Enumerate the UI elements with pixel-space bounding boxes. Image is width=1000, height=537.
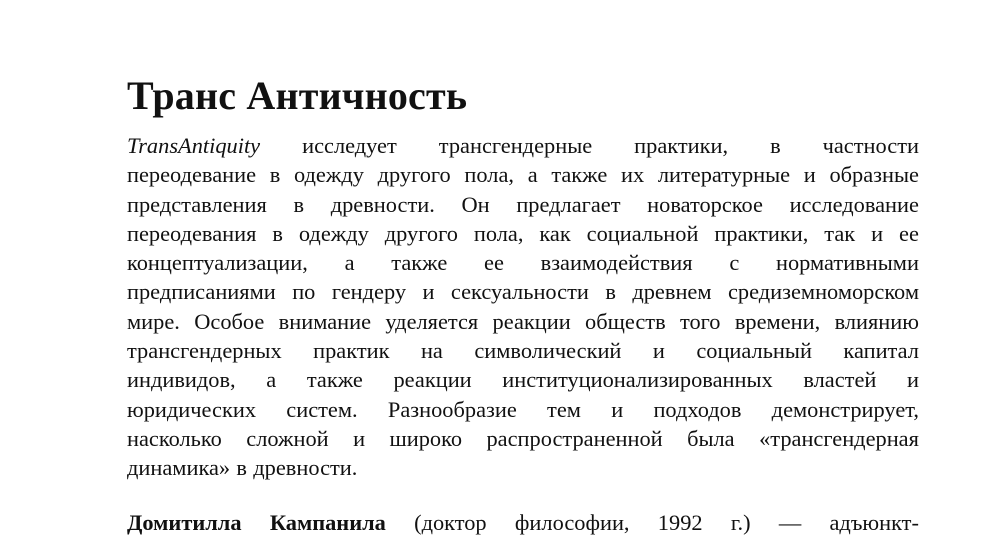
word: в: [272, 220, 283, 246]
word: и: [611, 396, 624, 422]
word: как: [539, 220, 571, 246]
word: 1992: [657, 510, 703, 535]
paragraph-line: [127, 365, 919, 394]
word: ее: [899, 220, 919, 246]
word: и: [871, 220, 884, 246]
paragraph-line: [127, 219, 919, 248]
word: одежду: [298, 220, 369, 246]
word: практики,: [634, 133, 729, 158]
word: (доктор: [414, 510, 487, 535]
word: TransAntiquity: [127, 133, 261, 158]
word: и: [907, 367, 919, 393]
word: насколько: [127, 425, 222, 451]
word: уделяется: [385, 308, 479, 334]
word: демонстрирует,: [771, 396, 919, 422]
word: Он: [461, 191, 490, 217]
paragraph-line: [127, 395, 919, 424]
word: —: [778, 510, 802, 535]
paragraph-line: [127, 248, 919, 277]
word: влиянию: [834, 308, 919, 334]
word: сложной: [246, 425, 329, 451]
word: исследование: [789, 191, 919, 217]
word: и: [422, 279, 435, 305]
paragraph-line: [127, 336, 919, 365]
word: гендеру: [331, 279, 407, 305]
word: взаимодействия: [540, 250, 693, 276]
word: Разнообразие: [387, 396, 517, 422]
word: и: [353, 425, 366, 451]
word: с: [729, 250, 740, 276]
word: одежду: [293, 162, 364, 188]
word: адъюнкт-: [829, 510, 919, 535]
word: властей: [803, 367, 877, 393]
word: литературные: [657, 162, 791, 188]
word: по: [292, 279, 316, 305]
word: в: [605, 279, 616, 305]
word: капитал: [843, 338, 919, 364]
word: средиземноморском: [727, 279, 919, 305]
word: практик: [313, 338, 390, 364]
word: Домитилла: [127, 510, 242, 535]
word: другого: [384, 220, 458, 246]
word: новаторское: [647, 191, 763, 217]
word: институционализированных: [502, 367, 773, 393]
word: реакции: [492, 308, 571, 334]
word: социальный: [696, 338, 812, 364]
word: индивидов,: [127, 367, 236, 393]
word: сексуальности: [450, 279, 589, 305]
word: их: [620, 162, 645, 188]
paragraph-line: [127, 424, 919, 453]
word: подходов: [653, 396, 742, 422]
word: была: [687, 425, 735, 451]
word: пола,: [473, 220, 524, 246]
word: Кампанила: [269, 510, 386, 535]
word: переодевания: [127, 220, 257, 246]
paragraph-line: [127, 453, 919, 482]
word: г.): [730, 510, 751, 535]
author-paragraph-cutoff: [127, 508, 919, 535]
word: а: [344, 250, 355, 276]
word: систем.: [286, 396, 358, 422]
word: так: [824, 220, 856, 246]
word: а: [266, 367, 277, 393]
word: внимание: [278, 308, 372, 334]
word: мире.: [127, 308, 180, 334]
paragraph-line: [127, 131, 919, 160]
word: исследует: [302, 133, 397, 158]
word: переодевание: [127, 162, 257, 188]
word: концептуализации,: [127, 250, 308, 276]
word: древнем: [632, 279, 712, 305]
word: практики,: [714, 220, 809, 246]
word: символический: [474, 338, 622, 364]
word: древности.: [330, 191, 435, 217]
paragraph-line: [127, 160, 919, 189]
word: и: [803, 162, 816, 188]
word: трансгендерных: [127, 338, 282, 364]
word: философии,: [514, 510, 630, 535]
word: также: [306, 367, 363, 393]
word: в: [236, 455, 247, 481]
word: юридических: [127, 396, 257, 422]
word: трансгендерные: [438, 133, 593, 158]
word: и: [652, 338, 665, 364]
word: в: [293, 191, 305, 217]
paragraph-line: [127, 190, 919, 219]
word: также: [551, 162, 608, 188]
word: древности.: [253, 455, 358, 481]
word: другого: [377, 162, 451, 188]
word: частности: [822, 133, 919, 158]
paragraph-line: [127, 307, 919, 336]
word: того: [680, 308, 721, 334]
word: на: [420, 338, 443, 364]
word: образные: [829, 162, 919, 188]
word: также: [391, 250, 448, 276]
word: обществ: [585, 308, 666, 334]
description-paragraph: [127, 131, 919, 483]
word: пола,: [464, 162, 515, 188]
paragraph-line: [127, 277, 919, 306]
word: в: [269, 162, 281, 188]
page-title: Транс Античность: [127, 73, 468, 118]
word: социальной: [586, 220, 699, 246]
word: широко: [389, 425, 463, 451]
word: а: [527, 162, 538, 188]
word: тем: [547, 396, 581, 422]
word: представления: [127, 191, 267, 217]
word: Особое: [194, 308, 265, 334]
word: динамика»: [127, 455, 231, 481]
word: предписаниями: [127, 279, 276, 305]
word: в: [770, 133, 781, 158]
word: «трансгендерная: [759, 425, 919, 451]
word: предлагает: [516, 191, 621, 217]
word: ее: [484, 250, 504, 276]
word: времени,: [734, 308, 821, 334]
word: реакции: [393, 367, 472, 393]
word: нормативными: [776, 250, 919, 276]
word: распространенной: [486, 425, 663, 451]
